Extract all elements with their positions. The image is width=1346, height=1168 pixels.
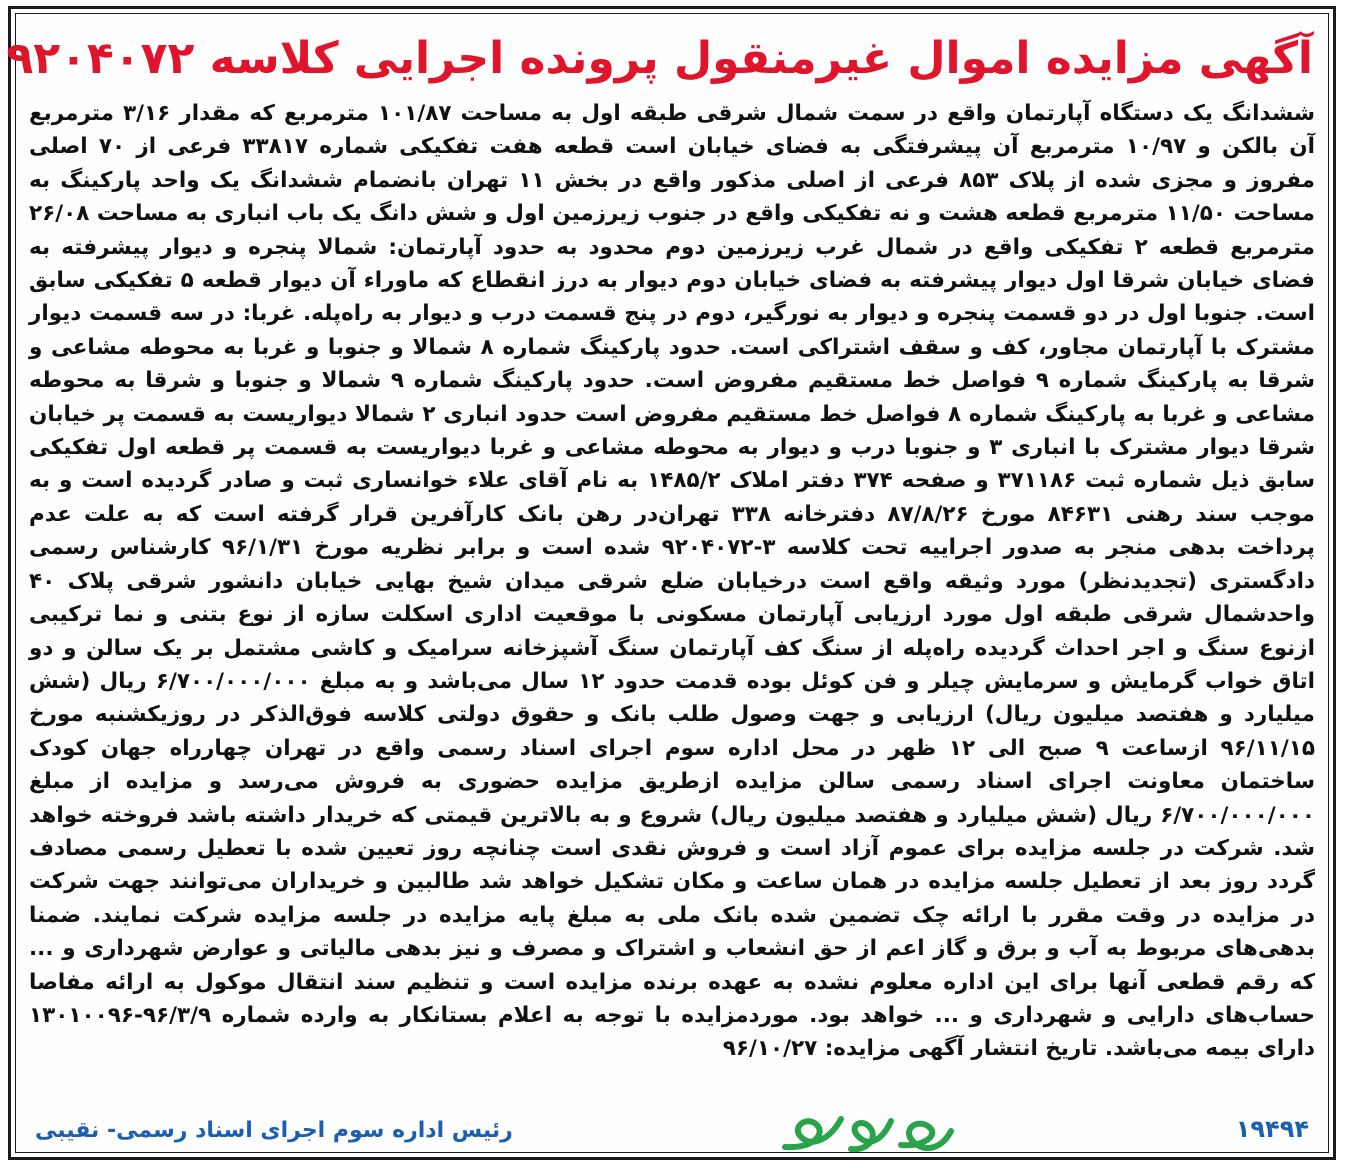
notice-signature: رئیس اداره سوم اجرای اسناد رسمی- نقیبی [35,1118,513,1143]
notice-title: آگهی مزایده اموال غیرمنقول پرونده اجرایی کلاسه ۹۲۰۴۰۷۲ [6,33,1313,84]
auction-notice [8,6,1336,1160]
notice-code: ۱۹۴۹۴ [1235,1115,1309,1143]
handwritten-mark-icon [771,1101,961,1161]
notice-body: ششدانگ یک دستگاه آپارتمان واقع در سمت شمال شرقی طبقه اول به مساحت ۱۰۱/۸۷ مترمربع که مقدار ۳/۱۶ مترمربع آن بالکن و ۱۰/۹۷ مترمربع آن پیشرفتگی به فضای خیابان است قطعه هفت تفکیکی شماره ۳۳۸۱۷ فرعی از ۷۰ اصلی مفروز و مجزی شده از پلاک ۸۵۳ فرعی از اصلی مذکور واقع در بخش ۱۱ تهران بانضمام ششدانگ یک واحد پارکینگ به مساحت ۱۱/۵۰ مترمربع قطعه هشت و نه تفکیکی واقع در جنوب زیرزمین اول و شش دانگ یک باب انباری به مساحت ۲۶/۰۸ مترمربع قطعه ۲ تفکیکی واقع در شمال غرب زیرزمین دوم محدود به حدود آپارتمان: شمالا پنجره و دیوار پیشرفته به فضای خیابان شرقا اول دیوار پیشرفته به فضای خیابان دوم دیوار به درز انقطاع که ماوراء آن دیوار قطعه ۵ تفکیکی سابق است. جنوبا اول در دو قسمت پنجره و دیوار به نورگیر، دوم در پنج قسمت درب و دیوار به راه‌پله. غربا: در سه قسمت دیوار مشترک با آپارتمان مجاور، کف و سقف اشتراکی است. حدود پارکینگ شماره ۸ شمالا و جنوبا و غربا به محوطه مشاعی و شرقا به پارکینگ شماره ۹ فواصل خط مستقیم مفروض است. حدود پارکینگ شماره ۹ شمالا و جنوبا و شرقا به محوطه مشاعی و غربا به پارکینگ شماره ۸ فواصل خط مستقیم مفروض است حدود انباری ۲ شمالا دیواریست به قسمت پر خیابان شرقا دیوار مشترک با انباری ۳ و جنوبا درب و دیوار به محوطه مشاعی و غربا دیواریست به قسمت پر قطعه اول تفکیکی سابق ذیل شماره ثبت ۳۷۱۱۸۶ و صفحه ۳۷۴ دفتر املاک ۱۴۸۵/۲ به نام آقای علاء خوانساری ثبت و صادر گردیده است و به موجب سند رهنی ۸۴۶۳۱ مورخ ۸۷/۸/۲۶ دفترخانه ۳۳۸ تهران‌در رهن بانک کارآفرین قرار گرفته است که به علت عدم پرداخت بدهی منجر به صدور اجراییه تحت کلاسه ۳-۹۲۰۴۰۷۲ شده است و برابر نظریه مورخ ۹۶/۱/۳۱ کارشناس رسمی دادگستری (تجدیدنظر) مورد وثیقه واقع است درخیابان ضلع شرقی میدان شیخ بهایی خیابان دانشور شرقی پلاک ۴۰ واحدشمال شرقی طبقه اول مورد ارزیابی آپارتمان مسکونی با موقعیت اداری اسکلت سازه از نوع بتنی و نما ترکیبی ازنوع سنگ و اجر احداث گردیده راه‌پله از سنگ کف آپارتمان سنگ آشپزخانه سرامیک و کاشی مشتمل بر یک سالن و دو اتاق خواب گرمایش و سرمایش چیلر و فن کوئل بوده قدمت حدود ۱۲ سال می‌باشد و به مبلغ ۶/۷۰۰/۰۰۰/۰۰۰ ریال (شش میلیارد و هفتصد میلیون ریال) ارزیابی و جهت وصول طلب بانک و حقوق دولتی کلاسه فوق‌الذکر در روزیکشنبه مورخ ۹۶/۱۱/۱۵ ازساعت ۹ صبح الی ۱۲ ظهر در محل اداره سوم اجرای اسناد رسمی واقع در تهران چهارراه جهان کودک ساختمان معاونت اجرای اسناد رسمی سالن مزایده ازطریق مزایده حضوری به فروش می‌رسد و مزایده از مبلغ ۶/۷۰۰/۰۰۰/۰۰۰ ریال (شش میلیارد و هفتصد میلیون ریال) شروع و به بالاترین قیمتی که خریدار داشته باشد فروخته خواهد شد. شرکت در جلسه مزایده برای عموم آزاد است و فروش نقدی است چنانچه روز تعیین شده با تعطیل رسمی مصادف گردد روز بعد از تعطیل جلسه مزایده در همان ساعت و مکان تشکیل خواهد شد طالبین و خریداران می‌توانند جهت شرکت در مزایده در وقت مقرر با ارائه چک تضمین شده بانک ملی به مبلغ پایه مزایده در جلسه مزایده شرکت نمایند. ضمنا بدهی‌های مربوط به آب و برق و گاز اعم از حق انشعاب و اشتراک و مصرف و نیز بدهی مالیاتی و عوارض شهرداری و ... که رقم قطعی آنها برای این اداره معلوم نشده به عهده برنده مزایده است و تنظیم سند انتقال موکول به ارائه مفاصا حساب‌های دارایی و شهرداری و ... خواهد بود. موردمزایده با توجه به اعلام بستانکار به وارده شماره ۹۶/۳/۹-۱۳۰۱۰۰۹۶ دارای بیمه می‌باشد. تاریخ انتشار آگهی مزایده: ۹۶/۱۰/۲۷ [29,101,1316,1062]
